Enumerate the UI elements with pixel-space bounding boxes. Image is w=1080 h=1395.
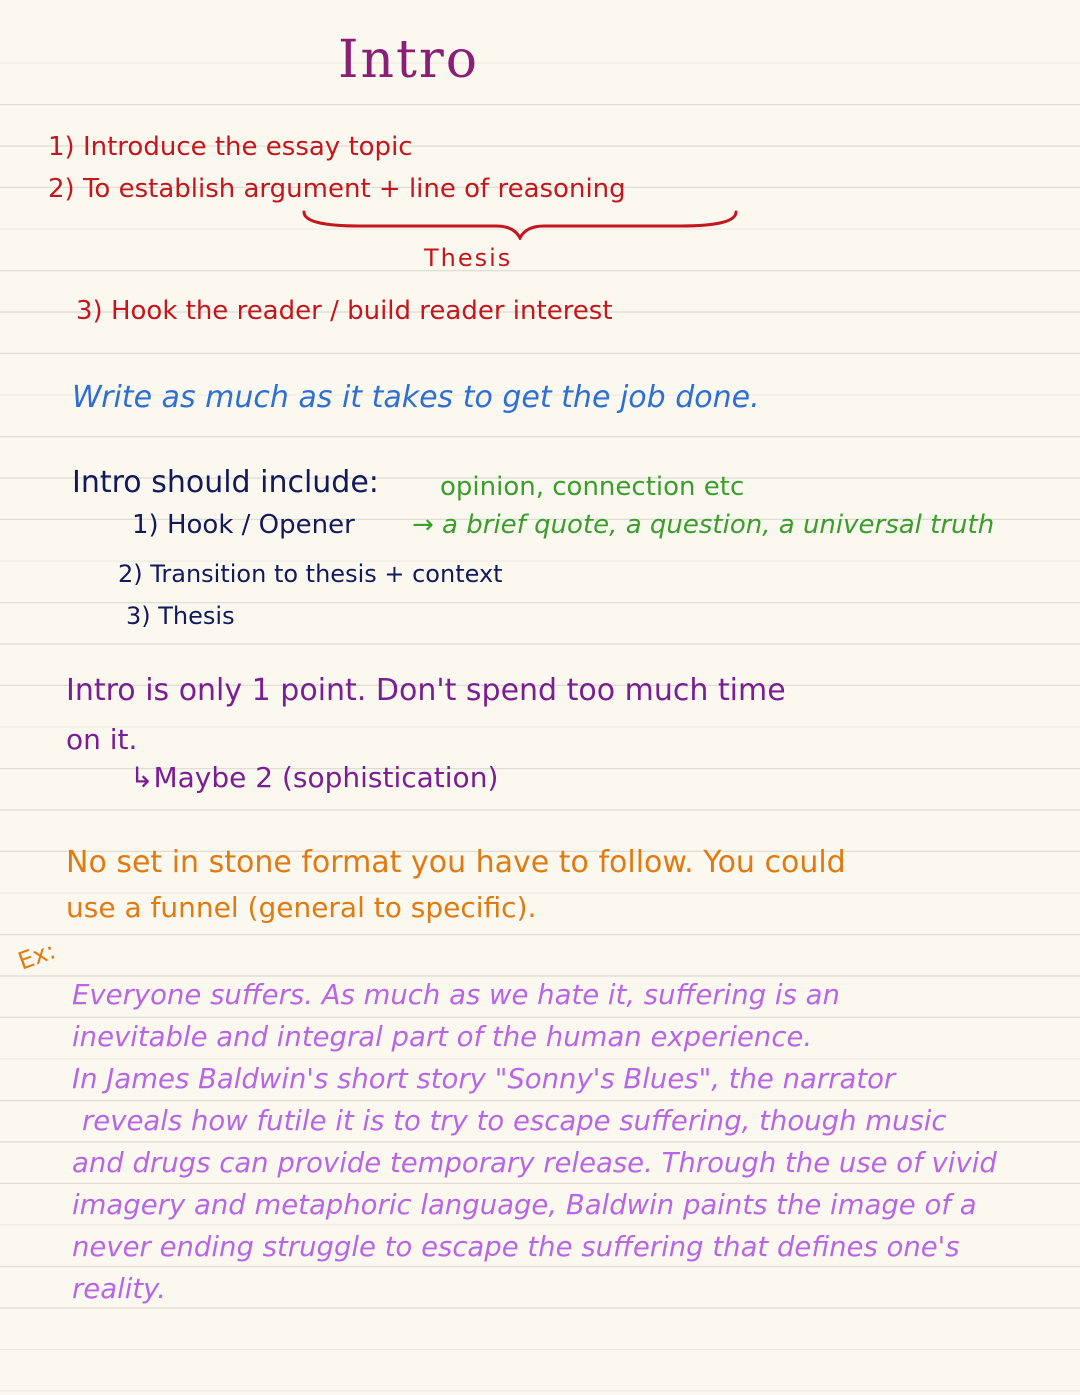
example-paragraph bbox=[72, 974, 1032, 1310]
example-line: never ending struggle to escape the suffering that defines one's bbox=[72, 1231, 960, 1263]
include-hook-detail: → a brief quote, a question, a universal truth bbox=[412, 510, 995, 540]
include-thesis: 3) Thesis bbox=[126, 602, 235, 630]
page-title: Intro bbox=[338, 30, 480, 90]
point-note-line-2: on it. bbox=[66, 723, 138, 756]
format-note-line-1: No set in stone format you have to follow. You could bbox=[66, 845, 846, 880]
thesis-label: Thesis bbox=[424, 244, 513, 272]
purpose-item-3: 3) Hook the reader / build reader interest bbox=[76, 296, 613, 326]
thesis-brace bbox=[300, 208, 740, 240]
example-line: In James Baldwin's short story "Sonny's Blues", the narrator bbox=[72, 1063, 896, 1095]
example-label: Ex: bbox=[14, 936, 60, 976]
purpose-item-1: 1) Introduce the essay topic bbox=[48, 132, 413, 162]
example-line: and drugs can provide temporary release. Through the use of vivid bbox=[72, 1147, 997, 1179]
purpose-item-2: 2) To establish argument + line of reasoning bbox=[48, 174, 626, 204]
example-line: reality. bbox=[72, 1273, 167, 1305]
example-line: Everyone suffers. As much as we hate it, suffering is an bbox=[72, 979, 840, 1011]
example-line: reveals how futile it is to try to escape suffering, though music bbox=[82, 1105, 947, 1137]
include-transition: 2) Transition to thesis + context bbox=[118, 560, 503, 588]
example-line: imagery and metaphoric language, Baldwin paints the image of a bbox=[72, 1189, 977, 1221]
point-note-line-1: Intro is only 1 point. Don't spend too much time bbox=[66, 673, 786, 708]
example-line: inevitable and integral part of the human experience. bbox=[72, 1021, 813, 1053]
include-hook: 1) Hook / Opener bbox=[132, 510, 355, 540]
point-note-line-3: ↳Maybe 2 (sophistication) bbox=[130, 761, 499, 794]
include-heading: Intro should include: bbox=[72, 465, 379, 500]
format-note-line-2: use a funnel (general to specific). bbox=[66, 891, 537, 924]
write-note: Write as much as it takes to get the job done. bbox=[72, 380, 760, 415]
include-extra: opinion, connection etc bbox=[440, 472, 745, 502]
